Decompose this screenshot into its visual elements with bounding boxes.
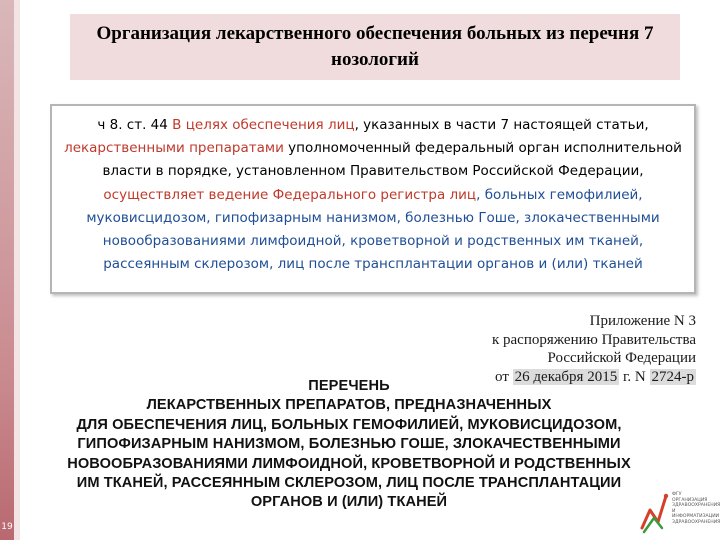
logo-text-line: ЗДРАВООХРАНЕНИЯ (672, 503, 720, 509)
logo-text-line: И ИНФОРМАТИЗАЦИИ (672, 508, 720, 520)
quote-segment-highlight: В целях обеспечения лиц (172, 117, 355, 133)
quote-segment: , указанных в части 7 настоящей статьи, (354, 117, 649, 133)
appendix-reference (466, 312, 696, 386)
logo-text-line: ОРГАНИЗАЦИЯ (672, 497, 708, 503)
left-decorative-band (0, 0, 14, 540)
appendix-date: 26 декабря 2015 (514, 368, 618, 385)
drug-list-header (44, 377, 654, 513)
quote-segment-highlight: лекарственными препаратами (64, 140, 284, 157)
title-box (70, 14, 680, 80)
appendix-date-prefix: от (495, 368, 509, 385)
slide-title: Организация лекарственного обеспечения больных из перечня 7 нозологий (96, 23, 654, 70)
list-header-line: ИМ ТКАНЕЙ, РАССЕЯННЫМ СКЛЕРОЗОМ, ЛИЦ ПОСЛЕ ТРАНСПЛАНТАЦИИ (76, 475, 622, 492)
quote-segment-highlight: осуществляет ведение Федерального регистра лиц (103, 186, 477, 203)
list-header-line: НОВООБРАЗОВАНИЯМИ ЛИМФОИДНОЙ, КРОВЕТВОРНОЙ И РОДСТВЕННЫХ (67, 455, 631, 472)
appendix-line: Приложение N 3 (589, 313, 696, 329)
quote-segment: уполномоченный федеральный орган исполнительной власти в порядке, установленном Правительством Российской Федерации, (102, 140, 682, 180)
quote-segment-diseases: , больных гемофилией, муковисцидозом, гипофизарным нанизмом, болезнью Гоше, злокачественными новообразованиями лимфоидной, кроветворной и родственных им тканей, рассеянным склерозом, лиц после трансплантации органов и (или) тканей (86, 186, 660, 273)
appendix-line: Российской Федерации (547, 350, 696, 366)
left-decorative-band-light (14, 0, 20, 540)
appendix-line: к распоряжению Правительства (491, 331, 696, 348)
list-header-line: ГИПОФИЗАРНЫМ НАНИЗМОМ, БОЛЕЗНЬЮ ГОШЕ, ЗЛОКАЧЕСТВЕННЫМИ (77, 436, 621, 453)
list-header-line: ДЛЯ ОБЕСПЕЧЕНИЯ ЛИЦ, БОЛЬНЫХ ГЕМОФИЛИЕЙ, МУКОВИСЦИДОЗОМ, (76, 416, 622, 433)
page-number: 19 (1, 522, 13, 532)
appendix-number: 2724-р (651, 368, 694, 385)
quote-segment: ч 8. ст. 44 (97, 117, 173, 133)
appendix-number-prefix: г. N (622, 368, 646, 385)
logo-text (672, 492, 718, 526)
list-header-line: ОРГАНОВ И (ИЛИ) ТКАНЕЙ (250, 494, 448, 511)
logo-text-line: ЗДРАВООХРАНЕНИЯ (672, 519, 720, 525)
list-header-line: ЛЕКАРСТВЕННЫХ ПРЕПАРАТОВ, ПРЕДНАЗНАЧЕННЫХ (146, 397, 552, 414)
list-header-line: ПЕРЕЧЕНЬ (308, 378, 390, 394)
logo-text-line: ФГУ (672, 492, 682, 497)
law-quote-box (50, 104, 696, 294)
